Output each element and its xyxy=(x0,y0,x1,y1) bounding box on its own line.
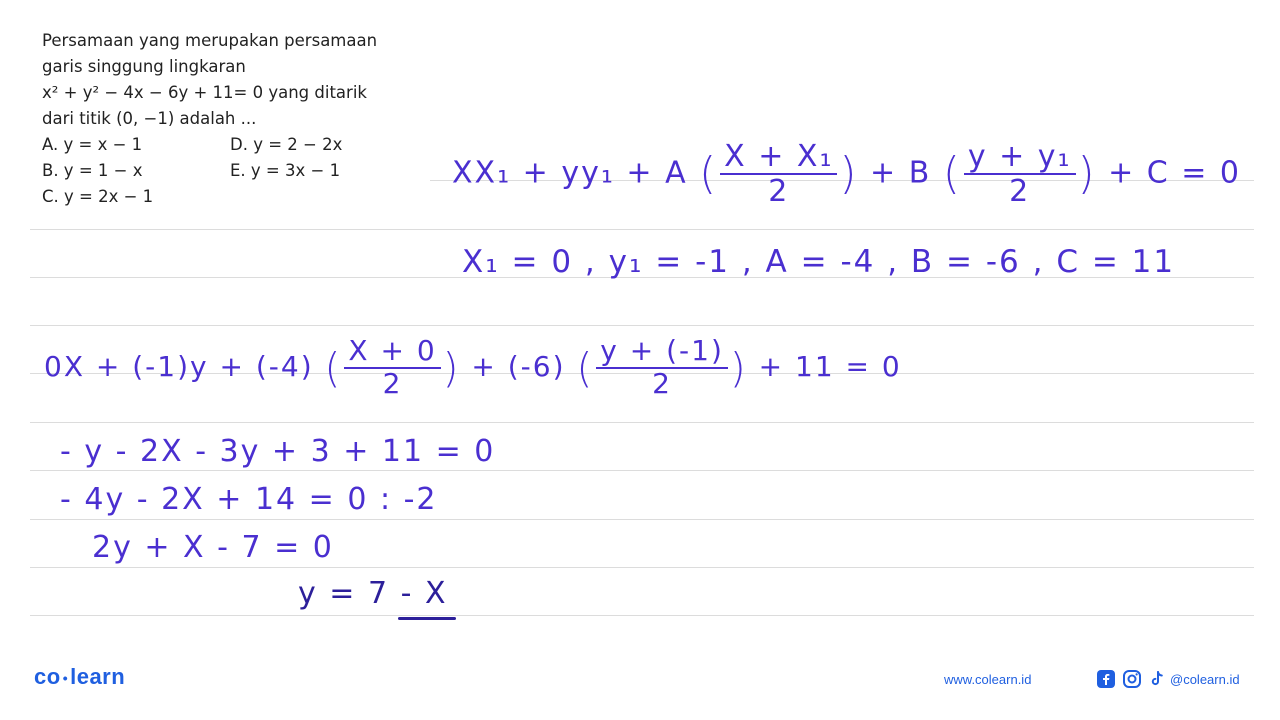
formula-right: + C = 0 xyxy=(1108,155,1242,191)
step-1: - y - 2X - 3y + 3 + 11 = 0 xyxy=(60,434,496,469)
fraction-numerator: X + 0 xyxy=(344,336,440,369)
fraction-numerator: y + y₁ xyxy=(964,140,1076,175)
colearn-logo xyxy=(34,664,125,690)
logo-dot: • xyxy=(62,670,69,687)
fraction-denominator: 2 xyxy=(1009,174,1031,209)
ruled-line xyxy=(30,470,1254,471)
problem-line: Persamaan yang merupakan persamaan xyxy=(42,31,378,50)
fraction-numerator: y + (-1) xyxy=(596,336,728,369)
website-url[interactable]: www.colearn.id xyxy=(944,672,1032,687)
step-3: 2y + X - 7 = 0 xyxy=(92,530,334,565)
fraction-numerator: X + X₁ xyxy=(720,140,837,175)
fraction-denominator: 2 xyxy=(382,366,403,400)
option-c: C. y = 2x − 1 xyxy=(42,187,154,206)
final-answer: y = 7 - X xyxy=(298,576,448,611)
ruled-line xyxy=(30,422,1254,423)
formula-mid: + B xyxy=(870,155,932,191)
option-e: E. y = 3x − 1 xyxy=(230,161,341,180)
problem-line: garis singgung lingkaran xyxy=(42,57,246,76)
ruled-line xyxy=(30,519,1254,520)
problem-equation: x² + y² − 4x − 6y + 11= 0 yang ditarik xyxy=(42,83,367,102)
subst-fraction-x xyxy=(344,336,440,400)
step-2: - 4y - 2X + 14 = 0 : -2 xyxy=(60,482,438,517)
substitution: 0X + (-1)y + (-4) ( $\frac{X + 0}{2}$ ) + (-6) ( $\frac{y + (-1)}{2}$ ) + 11 = 0 xyxy=(44,334,902,400)
logo-part: learn xyxy=(70,664,126,689)
instagram-icon[interactable] xyxy=(1122,669,1142,689)
subst-right: + 11 = 0 xyxy=(758,349,902,383)
fraction-denominator: 2 xyxy=(652,366,672,400)
ruled-line xyxy=(30,229,1254,230)
formula-fraction-x xyxy=(720,140,837,208)
facebook-icon[interactable] xyxy=(1096,669,1116,689)
formula-left: XX₁ + yy₁ + A xyxy=(452,155,688,191)
formula-fraction-y xyxy=(964,140,1076,208)
ruled-line xyxy=(30,567,1254,568)
known-values: X₁ = 0 , y₁ = -1 , A = -4 , B = -6 , C = 11 xyxy=(462,244,1176,280)
option-b: B. y = 1 − x xyxy=(42,161,143,180)
option-a: A. y = x − 1 xyxy=(42,135,143,154)
ruled-line xyxy=(30,615,1254,616)
answer-underline xyxy=(398,617,456,620)
subst-left: 0X + (-1)y + (-4) xyxy=(44,349,314,383)
problem-line: dari titik (0, −1) adalah ... xyxy=(42,109,257,128)
tangent-formula: XX₁ + yy₁ + A ( $\frac{\text{X + X₁}}{2}$ ) + B ( $\frac{\text{y + y₁}}{2}$ ) + C = 0 xyxy=(452,139,1242,209)
subst-mid: + (-6) xyxy=(471,349,566,383)
ruled-line xyxy=(30,325,1254,326)
fraction-denominator: 2 xyxy=(768,174,790,209)
problem-statement xyxy=(42,28,442,132)
tiktok-icon[interactable] xyxy=(1147,669,1167,689)
logo-part: co xyxy=(34,664,61,689)
subst-fraction-y xyxy=(596,336,728,400)
social-handle[interactable]: @colearn.id xyxy=(1170,672,1240,687)
option-d: D. y = 2 − 2x xyxy=(230,135,343,154)
